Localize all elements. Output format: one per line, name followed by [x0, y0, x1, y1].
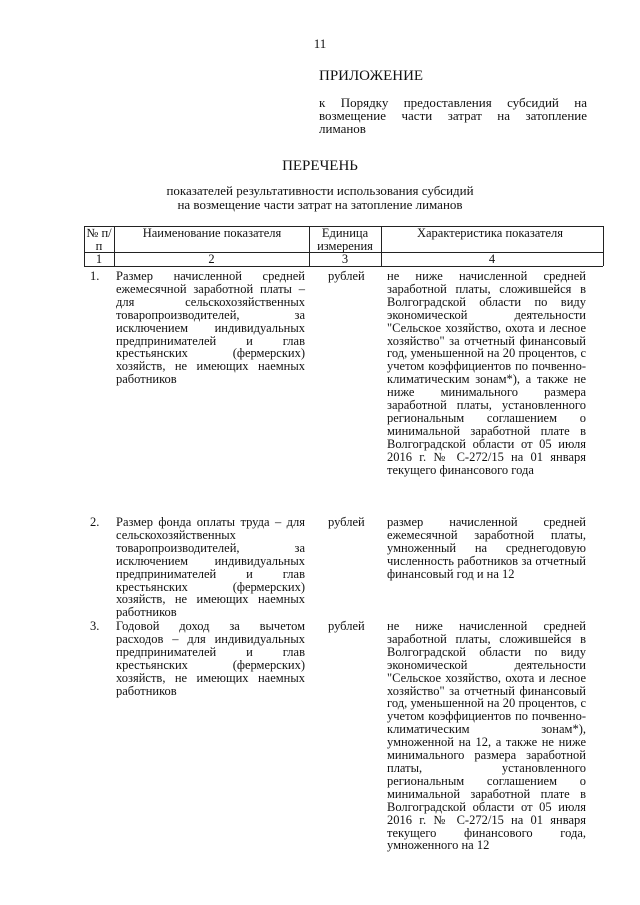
- indicator-name: Годовой доход за вычетом расходов – для индивидуальных предпринимателей и глав крестьянских (фермерских) хозяйств, не имеющих наемных работников: [116, 619, 305, 698]
- col-number-2: 2: [208, 252, 215, 266]
- row-number: 3.: [90, 619, 100, 633]
- header-unit: Единица измерения: [317, 226, 373, 253]
- indicator-characteristic: не ниже начисленной средней заработной платы, сложившейся в Волгоградской области по виду экономической деятельности "Сельское хозяйство, охота и лесное хозяйство" за отчетный финансовый год, уменьшенной на 20 процентов, с учетом коэффициентов по почвенно-климатическим зонам*), умноженной на 12, а также не ниже минимального размера заработной платы, установленного региональным соглашением о минимальной заработной плате в Волгоградской области от 05 июля 2016 г. № С-272/15 на 01 января текущего финансового года, умноженного на 12: [387, 619, 586, 853]
- table-vline-1: [84, 226, 85, 266]
- header-name: Наименование показателя: [142, 226, 282, 240]
- indicator-name: Размер начисленной средней ежемесячной заработной платы – для сельскохозяйственных товаропроизводителей, за исключением индивидуальных предпринимателей и глав крестьянских (фермерских) хозяйств, не имеющих наемных работников: [116, 269, 305, 387]
- table-header-bottom: [84, 266, 603, 267]
- unit-of-measure: рублей: [328, 269, 365, 283]
- indicator-characteristic: не ниже начисленной средней заработной платы, сложившейся в Волгоградской области по виду экономической деятельности "Сельское хозяйство, охота и лесное хозяйство" за отчетный финансовый год, уменьшенной на 20 процентов, с учетом коэффициентов по почвенно-климатическим зонам*), а также не ниже минимального размера заработной платы, установленного региональным соглашением о минимальной заработной плате в Волгоградской области от 05 июля 2016 г. № С-272/15 на 01 января текущего финансового года: [387, 269, 586, 477]
- row-number: 1.: [90, 269, 100, 283]
- col-number-4: 4: [488, 252, 496, 266]
- col-number-1: 1: [95, 252, 103, 266]
- indicator-name: Размер фонда оплаты труда – для сельскохозяйственных товаропроизводителей, за исключением индивидуальных предпринимателей и глав крестьянских (фермерских) хозяйств, не имеющих наемных работников: [116, 515, 305, 620]
- document-subtitle-line-1: показателей результативности использования субсидий: [166, 183, 474, 198]
- table-vline-2: [114, 226, 115, 266]
- document-subtitle-line-2: на возмещение части затрат на затопление лиманов: [177, 197, 463, 212]
- unit-of-measure: рублей: [328, 515, 365, 529]
- page-number: 11: [313, 36, 327, 51]
- table-top-border: [84, 226, 603, 227]
- header-characteristic: Характеристика показателя: [416, 226, 564, 240]
- appendix-subtitle: к Порядку предоставления субсидий на возмещение части затрат на затопление лиманов: [319, 95, 587, 136]
- header-num: № п/п: [86, 226, 112, 253]
- indicator-characteristic: размер начисленной средней ежемесячной заработной платы, умноженный на среднегодовую численность работников за отчетный финансовый год и на 12: [387, 515, 586, 581]
- table-vline-4: [381, 226, 382, 266]
- col-number-3: 3: [341, 252, 349, 266]
- unit-of-measure: рублей: [328, 619, 365, 633]
- table-vline-3: [309, 226, 310, 266]
- table-header-divider: [84, 252, 603, 253]
- document-subtitle: [110, 184, 530, 212]
- row-number: 2.: [90, 515, 100, 529]
- appendix-title: ПРИЛОЖЕНИЕ: [319, 68, 424, 84]
- document-title: ПЕРЕЧЕНЬ: [282, 158, 358, 174]
- table-vline-5: [603, 226, 604, 266]
